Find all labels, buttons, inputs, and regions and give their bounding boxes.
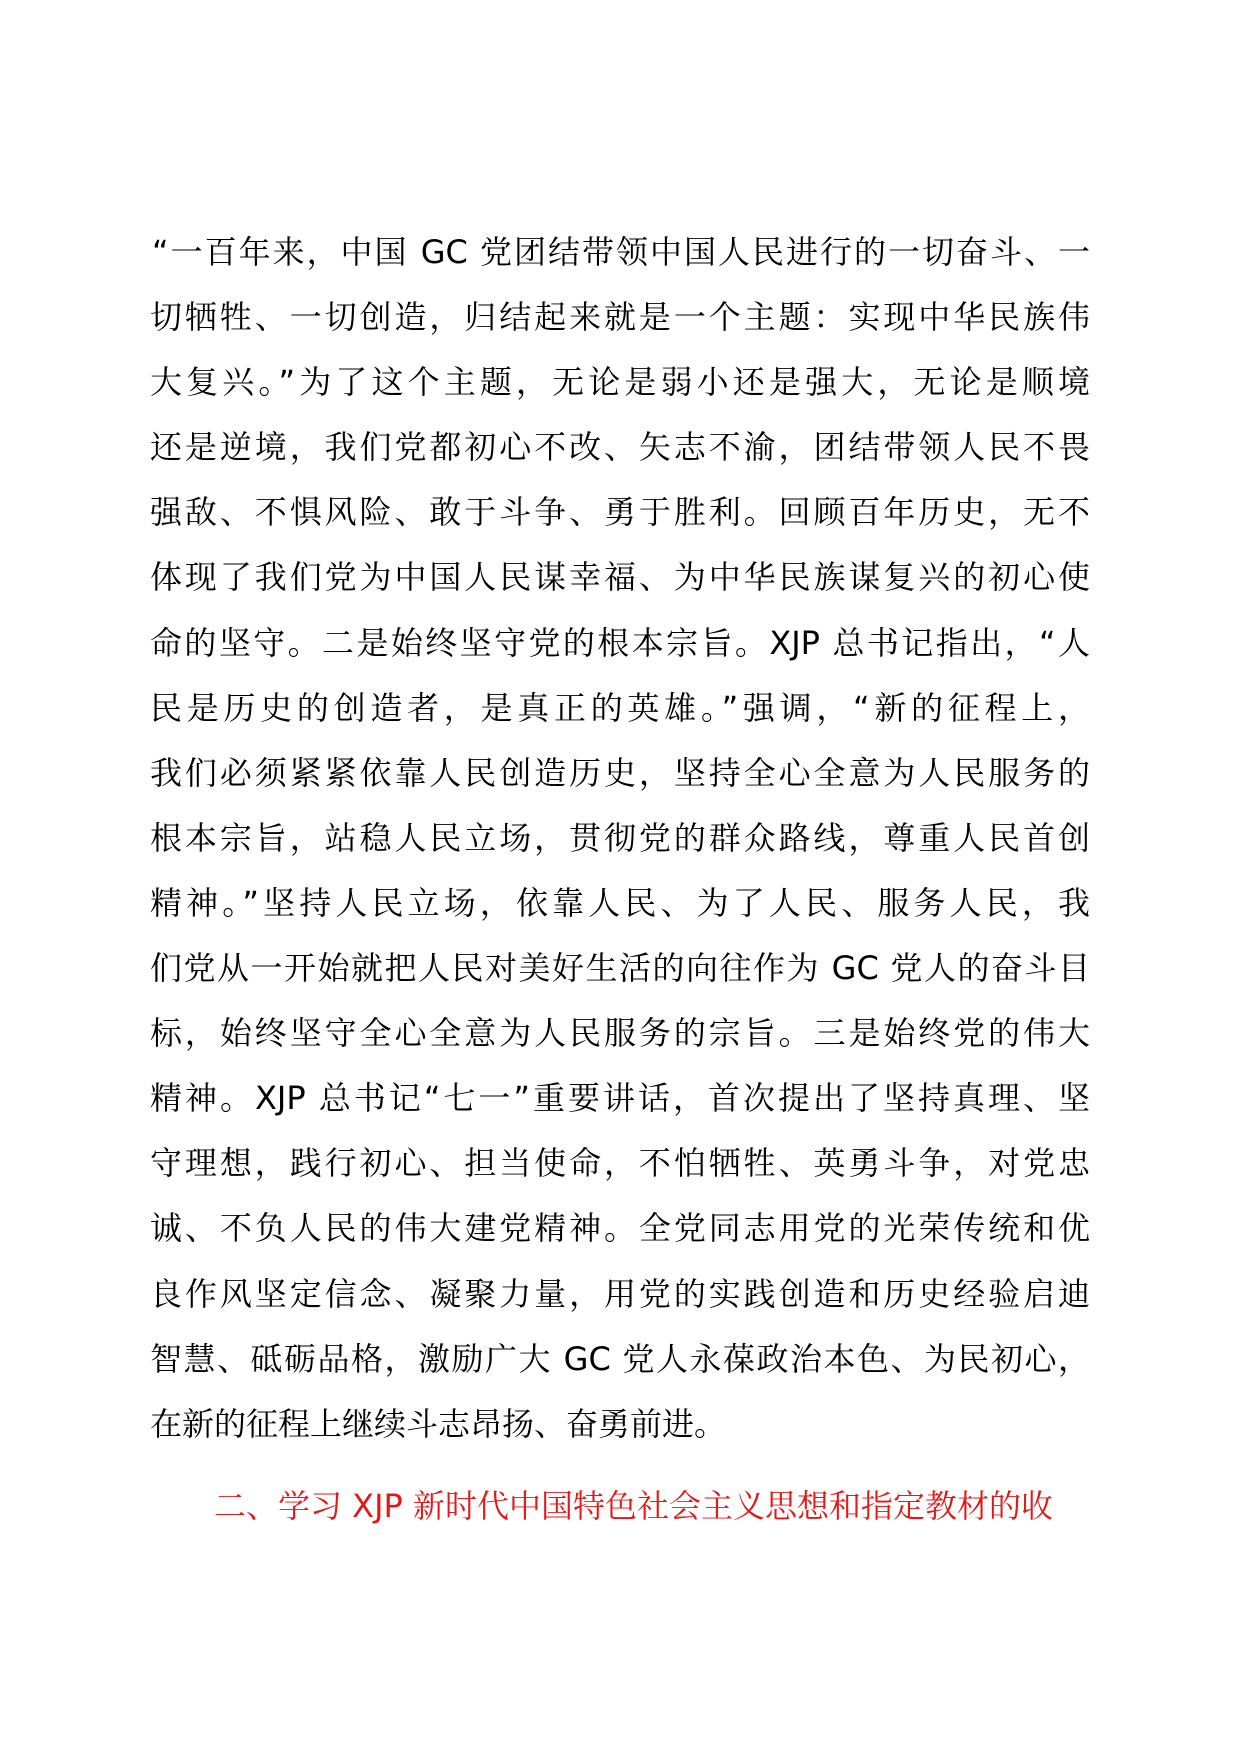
paragraph-line: 守理想，践行初心、担当使命，不怕牺牲、英勇斗争，对党忠 bbox=[150, 1144, 1090, 1183]
paragraph-line: 智慧、砥砺品格，激励广大 GC 党人永葆政治本色、为民初心， bbox=[150, 1339, 1090, 1378]
paragraph-line: 体现了我们党为中国人民谋幸福、为中华民族谋复兴的初心使 bbox=[150, 558, 1090, 597]
paragraph-line: 还是逆境，我们党都初心不改、矢志不渝，团结带领人民不畏 bbox=[150, 428, 1090, 467]
paragraph-line: 们党从一开始就把人民对美好生活的向往作为 GC 党人的奋斗目 bbox=[150, 949, 1090, 988]
section-heading-text: 二、学习 XJP 新时代中国特色社会主义思想和指定教材的收 bbox=[214, 1487, 1054, 1525]
body-paragraph bbox=[150, 220, 1090, 1457]
paragraph-line: 标，始终坚守全心全意为人民服务的宗旨。三是始终党的伟大 bbox=[150, 1014, 1090, 1053]
paragraph-line: “一百年来，中国 GC 党团结带领中国人民进行的一切奋斗、一 bbox=[152, 233, 1090, 271]
paragraph-line: 切牺牲、一切创造，归结起来就是一个主题：实现中华民族伟 bbox=[150, 298, 1090, 337]
paragraph-line: 根本宗旨，站稳人民立场，贯彻党的群众路线，尊重人民首创 bbox=[150, 818, 1090, 857]
paragraph-line: 命的坚守。二是始终坚守党的根本宗旨。XJP 总书记指出，“人 bbox=[150, 623, 1090, 662]
paragraph-line: 在新的征程上继续斗志昂扬、奋勇前进。 bbox=[150, 1404, 727, 1443]
paragraph-line: 民是历史的创造者，是真正的英雄。”强调，“新的征程上， bbox=[150, 688, 1090, 727]
section-heading bbox=[150, 1474, 1090, 1539]
paragraph-line: 我们必须紧紧依靠人民创造历史，坚持全心全意为人民服务的 bbox=[150, 753, 1090, 792]
paragraph-line: 精神。”坚持人民立场，依靠人民、为了人民、服务人民，我 bbox=[150, 883, 1090, 922]
paragraph-line: 精神。XJP 总书记“七一”重要讲话，首次提出了坚持真理、坚 bbox=[150, 1079, 1090, 1118]
paragraph-line: 强敌、不惧风险、敢于斗争、勇于胜利。回顾百年历史，无不 bbox=[150, 493, 1090, 532]
paragraph-line: 良作风坚定信念、凝聚力量，用党的实践创造和历史经验启迪 bbox=[150, 1274, 1090, 1313]
paragraph-line: 诚、不负人民的伟大建党精神。全党同志用党的光荣传统和优 bbox=[150, 1209, 1090, 1248]
paragraph-line: 大复兴。”为了这个主题，无论是弱小还是强大，无论是顺境 bbox=[150, 363, 1090, 402]
